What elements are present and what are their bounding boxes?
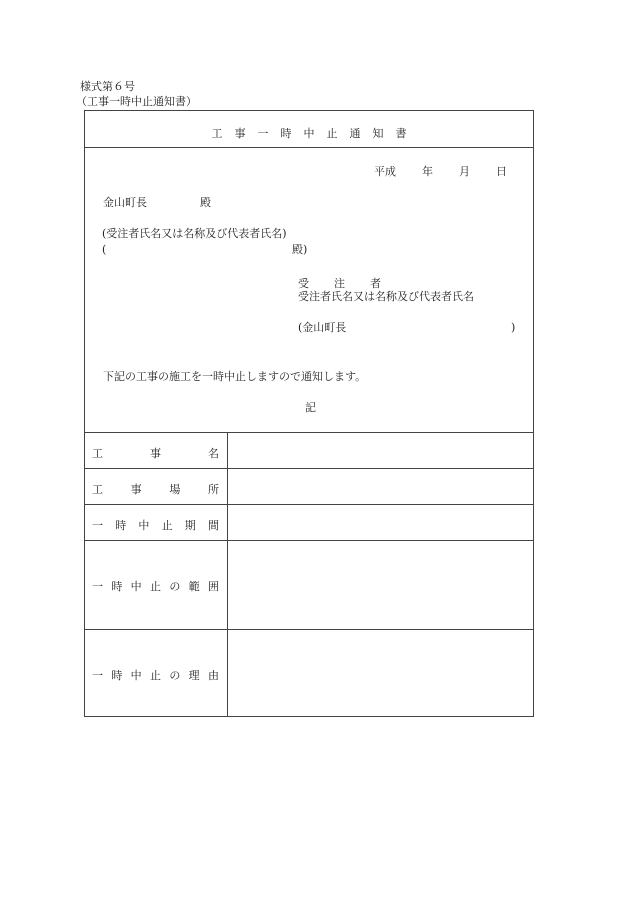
- divider: [85, 629, 533, 630]
- form-number: 様式第６号: [80, 80, 135, 93]
- label-char: 時: [115, 519, 127, 532]
- sender-name-line: 受注者氏名又は名称及び代表者氏名: [298, 290, 474, 303]
- divider: [85, 468, 533, 469]
- label-char: 時: [111, 580, 123, 593]
- label-char: の: [169, 669, 181, 682]
- label-char: 事: [130, 483, 142, 496]
- sender-mayor-open: (金山町長: [298, 321, 347, 334]
- label-char: の: [169, 580, 181, 593]
- label-char: 場: [169, 483, 181, 496]
- divider: [85, 504, 533, 505]
- label-char: 所: [207, 483, 219, 496]
- form-subtitle: （工事一時中止通知書）: [76, 95, 197, 108]
- label-char: 由: [207, 669, 219, 682]
- sender-mayor-close: ): [511, 321, 516, 334]
- notice-text: 下記の工事の施工を一時中止しますので通知します。: [103, 370, 367, 383]
- ki-label: 記: [305, 401, 316, 414]
- column-divider: [227, 432, 228, 717]
- divider: [85, 147, 533, 148]
- label-char: 中: [130, 669, 142, 682]
- label-char: 一: [92, 519, 103, 532]
- label-char: 間: [207, 519, 219, 532]
- role-char: 者: [370, 277, 381, 290]
- date-year: 年: [422, 165, 433, 178]
- label-char: 工: [92, 483, 103, 496]
- label-char: 理: [188, 669, 200, 682]
- label-char: 一: [92, 580, 103, 593]
- contractor-note: (受注者氏名又は名称及び代表者氏名): [102, 227, 287, 240]
- contractor-honorific: 殿): [292, 243, 308, 256]
- label-char: 止: [149, 580, 161, 593]
- sender-role: [298, 275, 381, 291]
- role-char: 注: [334, 277, 345, 290]
- label-char: 名: [208, 447, 219, 460]
- date-era: 平成: [374, 165, 396, 178]
- label-char: 範: [188, 580, 200, 593]
- addressee-honorific: 殿: [200, 196, 211, 209]
- label-char: 時: [111, 669, 123, 682]
- contractor-open-paren: (: [102, 243, 107, 256]
- label-char: 一: [92, 669, 103, 682]
- addressee-name: 金山町長: [103, 196, 147, 209]
- row-label-project-place: [92, 481, 219, 497]
- divider: [85, 432, 533, 433]
- row-label-project-name: [92, 445, 219, 461]
- label-char: 中: [138, 519, 150, 532]
- label-char: 止: [161, 519, 173, 532]
- label-char: 事: [150, 447, 161, 460]
- row-label-suspension-period: [92, 517, 219, 533]
- label-char: 止: [149, 669, 161, 682]
- date-day: 日: [496, 165, 507, 178]
- label-char: 中: [130, 580, 142, 593]
- row-label-suspension-reason: [92, 667, 219, 683]
- label-char: 囲: [207, 580, 219, 593]
- label-char: 工: [92, 447, 103, 460]
- row-label-suspension-scope: [92, 578, 219, 594]
- role-char: 受: [298, 277, 309, 290]
- date-month: 月: [459, 165, 470, 178]
- form-title: 工事一時中止通知書: [211, 127, 419, 140]
- label-char: 期: [184, 519, 196, 532]
- notice-form: [84, 110, 534, 717]
- divider: [85, 540, 533, 541]
